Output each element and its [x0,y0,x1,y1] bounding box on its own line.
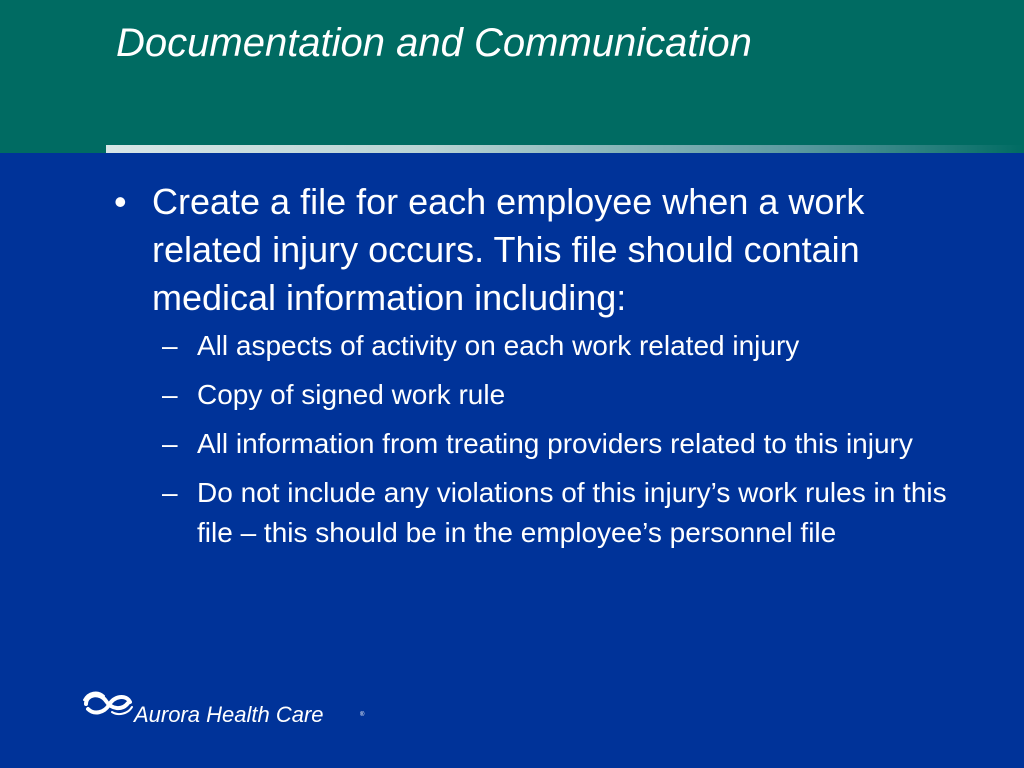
registered-mark: ® [360,712,365,718]
slide-title: Documentation and Communication [116,21,752,65]
title-bar [0,0,1024,153]
title-divider [106,145,1024,153]
sub-bullet-list [112,326,962,553]
sub-bullet-text: All aspects of activity on each work related injury [197,330,800,361]
sub-bullet-item [112,375,962,415]
dash-marker: – [162,477,178,508]
main-bullet [112,178,962,322]
aurora-swirl-icon [82,688,134,718]
sub-bullet-item [112,473,962,553]
dash-marker: – [162,428,178,459]
sub-bullet-text: Copy of signed work rule [197,379,506,410]
aurora-logo [82,688,382,728]
sub-bullet-text: Do not include any violations of this injury’s work rules in this file – this should be in the employee’s personnel file [197,477,947,548]
dash-marker: – [162,330,178,361]
slide-body [112,178,962,562]
sub-bullet-item [112,424,962,464]
bullet-marker: • [114,181,127,222]
dash-marker: – [162,379,178,410]
sub-bullet-text: All information from treating providers related to this injury [197,428,913,459]
sub-bullet-item [112,326,962,366]
logo-wordmark: Aurora Health Care [134,702,324,727]
main-bullet-text: Create a file for each employee when a work related injury occurs. This file should contain medical information including: [152,181,865,318]
